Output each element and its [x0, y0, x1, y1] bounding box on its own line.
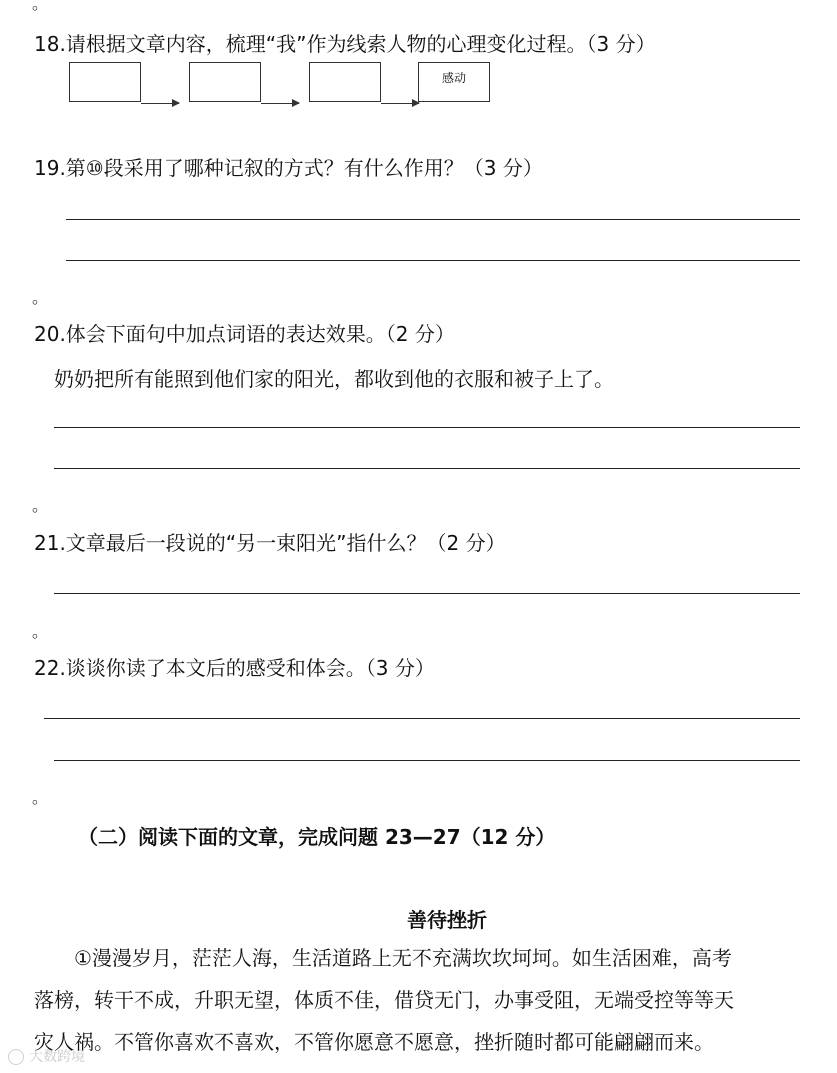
answer-line[interactable] — [66, 219, 800, 220]
answer-line[interactable] — [54, 468, 800, 469]
quoted-sentence: 奶奶把所有能照到他们家的阳光，都收到他的衣服和被子上了。 — [54, 367, 614, 391]
bullet-mark: 。 — [32, 288, 49, 307]
answer-line[interactable] — [54, 593, 800, 594]
article-line: 灾人祸。不管你喜欢不喜欢，不管你愿意不愿意，挫折随时都可能翩翩而来。 — [34, 1030, 714, 1054]
flow-box-4 — [418, 62, 490, 102]
flow-box-2[interactable] — [189, 62, 261, 102]
answer-line[interactable] — [66, 260, 800, 261]
question-20: 20.体会下面句中加点词语的表达效果。（2 分） — [34, 322, 455, 346]
article-line: ①漫漫岁月，茫茫人海，生活道路上无不充满坎坎坷坷。如生活困难，高考 — [74, 946, 732, 970]
flow-arrow-1 — [141, 103, 179, 104]
flow-box-4-label: 感动 — [441, 71, 466, 85]
section-heading: （二）阅读下面的文章，完成问题 23—27（12 分） — [78, 825, 556, 849]
bullet-mark: 。 — [32, 622, 49, 641]
question-18: 18.请根据文章内容，梳理“我”作为线索人物的心理变化过程。（3 分） — [34, 32, 656, 56]
bullet-mark: 。 — [32, 788, 49, 807]
question-19: 19.第⑩段采用了哪种记叙的方式？有什么作用？（3 分） — [34, 156, 543, 180]
flow-arrow-2 — [261, 103, 299, 104]
flow-box-3[interactable] — [309, 62, 381, 102]
watermark — [8, 1046, 85, 1066]
question-21: 21.文章最后一段说的“另一束阳光”指什么？（2 分） — [34, 531, 506, 555]
article-line: 落榜，转干不成，升职无望，体质不佳，借贷无门，办事受阻，无端受控等等天 — [34, 988, 734, 1012]
bullet-mark: 。 — [32, 0, 49, 13]
watermark-logo-icon — [8, 1049, 24, 1065]
answer-line[interactable] — [54, 427, 800, 428]
answer-line[interactable] — [44, 718, 800, 719]
watermark-text: 大数跨境 — [29, 1049, 86, 1065]
flow-arrow-3 — [381, 103, 419, 104]
flow-box-1[interactable] — [69, 62, 141, 102]
bullet-mark: 。 — [32, 496, 49, 515]
article-title: 善待挫折 — [407, 908, 487, 932]
question-22: 22.谈谈你读了本文后的感受和体会。（3 分） — [34, 656, 435, 680]
answer-line[interactable] — [54, 760, 800, 761]
